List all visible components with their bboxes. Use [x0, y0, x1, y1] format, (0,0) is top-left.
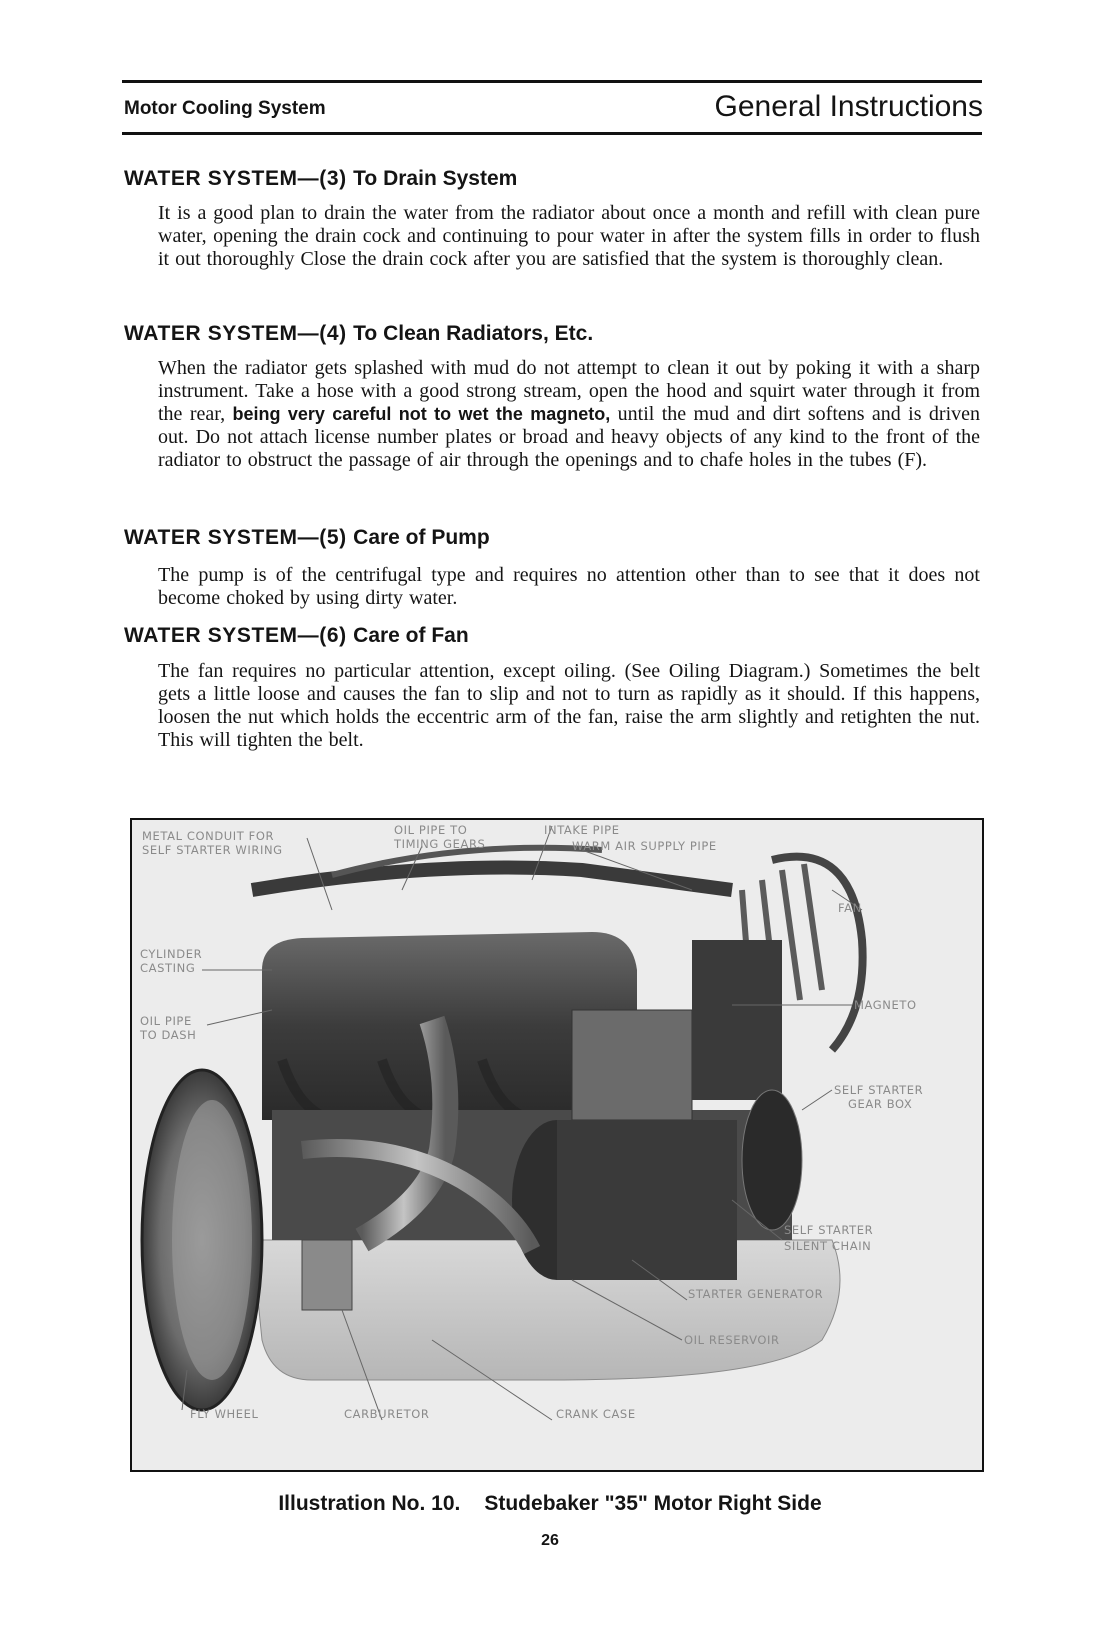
section-heading-label: WATER SYSTEM—(3) [124, 167, 347, 190]
engine-drawing [132, 820, 982, 1470]
label-conduit-line2: SELF STARTER WIRING [142, 843, 283, 857]
section-heading-label: WATER SYSTEM—(4) [124, 322, 347, 345]
header-bottom-rule [122, 132, 982, 135]
section-heading-drain [124, 167, 517, 191]
label-carburetor: CARBURETOR [344, 1407, 430, 1421]
section-heading-subtitle: To Drain System [353, 167, 518, 190]
starter-gear-box [742, 1090, 802, 1230]
paragraph-text: until the mud and dirt softens and is driven out. Do not attach license number plates or broad and heavy objects of any kind to the front of the radiator to obstruct the passage of air through the openings and to chafe holes in the tubes (F). [158, 403, 981, 471]
label-oilpipe-dash-line2: TO DASH [140, 1028, 197, 1042]
label-oilpipe-dash-line1: OIL PIPE [140, 1014, 192, 1028]
label-chain-line2: SILENT CHAIN [784, 1239, 872, 1253]
running-head-right: General Instructions [714, 90, 983, 123]
section-heading-subtitle: To Clean Radiators, Etc. [353, 322, 594, 345]
timing-housing [692, 940, 782, 1100]
running-head-left: Motor Cooling System [124, 98, 326, 119]
header-top-rule [122, 80, 982, 83]
label-gearbox-line2: GEAR BOX [848, 1097, 913, 1111]
section-heading-clean [124, 322, 593, 346]
label-cylinder-line1: CYLINDER [140, 947, 203, 961]
section-heading-pump [124, 526, 490, 550]
label-warm-air: WARM AIR SUPPLY PIPE [572, 839, 717, 853]
section-heading-subtitle: Care of Fan [353, 624, 469, 647]
label-conduit-line1: METAL CONDUIT FOR [142, 829, 275, 843]
section-paragraph-drain [158, 202, 980, 271]
label-starter-generator: STARTER GENERATOR [688, 1287, 824, 1301]
label-oilpipe-timing-line2: TIMING GEARS [394, 837, 486, 851]
carburetor [302, 1240, 352, 1310]
label-fly-wheel: FLY WHEEL [190, 1407, 259, 1421]
paragraph-text: It is a good plan to drain the water from the radiator about once a month and refill with clean pure water, opening the drain cock and continuing to pour water in after the system fills in order to flush it out thoroughly Close the drain cock after you are satisfied that the system is thoroughly clean. [158, 202, 980, 270]
paragraph-text: When the radiator gets splashed with mud do not attempt to clean it out by poking it with a sharp instrument. Take a hose with a good strong stream, open the hood and squirt water through it from the rear, [158, 357, 980, 425]
caption-number: Illustration No. 10. [278, 1492, 461, 1515]
label-chain-line1: SELF STARTER [784, 1223, 874, 1237]
figure-caption [0, 1492, 1100, 1516]
label-oil-reservoir: OIL RESERVOIR [684, 1333, 780, 1347]
motor-illustration [130, 818, 984, 1472]
section-paragraph-fan [158, 660, 980, 752]
section-paragraph-clean [158, 357, 980, 472]
magneto [572, 1010, 692, 1120]
caption-title: Studebaker "35" Motor Right Side [484, 1492, 822, 1515]
section-heading-label: WATER SYSTEM—(6) [124, 624, 347, 647]
label-intake-pipe: INTAKE PIPE [544, 823, 620, 837]
page-number: 26 [541, 1532, 559, 1549]
label-crank-case: CRANK CASE [556, 1407, 636, 1421]
generator-body [557, 1120, 737, 1280]
section-heading-subtitle: Care of Pump [353, 526, 490, 549]
paragraph-bold-warning: being very careful not to wet the magneto, [232, 404, 611, 424]
label-gearbox-line1: SELF STARTER [834, 1083, 924, 1097]
section-paragraph-pump [158, 564, 980, 610]
label-oilpipe-timing-line1: OIL PIPE TO [394, 823, 468, 837]
label-cylinder-line2: CASTING [140, 961, 196, 975]
label-magneto: MAGNETO [854, 998, 917, 1012]
section-heading-label: WATER SYSTEM—(5) [124, 526, 347, 549]
paragraph-text: The pump is of the centrifugal type and requires no attention other than to see that it does not become choked by using dirty water. [158, 564, 980, 609]
label-fan: FAN [838, 901, 862, 915]
section-heading-fan [124, 624, 469, 648]
paragraph-text: The fan requires no particular attention, except oiling. (See Oiling Diagram.) Sometimes the belt gets a little loose and causes the fan to slip and not to turn as rapidly as it should. If this happens, loosen the nut which holds the eccentric arm of the fan, raise the arm slightly and retighten the nut. This will tighten the belt. [158, 660, 980, 751]
